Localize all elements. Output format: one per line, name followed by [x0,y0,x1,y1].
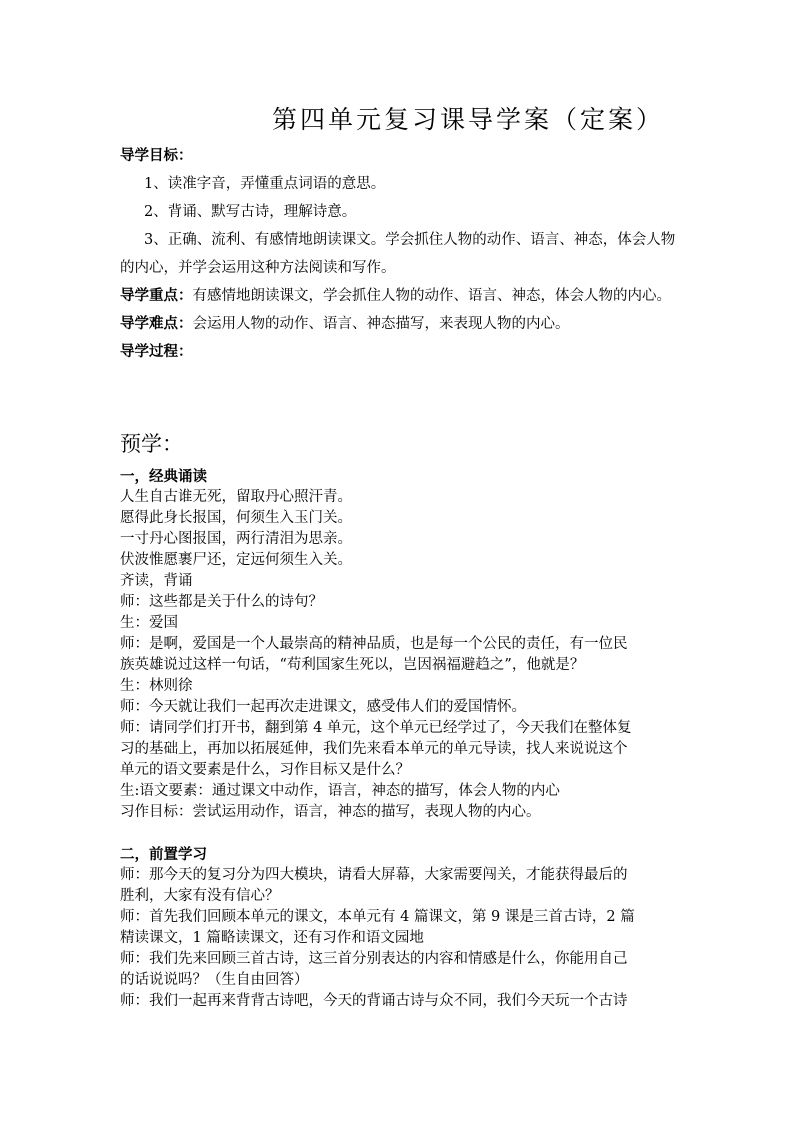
text-line: 师：我们先来回顾三首古诗，这三首分别表达的内容和情感是什么，你能用自己 [120,951,628,967]
key-point-text: 有感情地朗读课文，学会抓住人物的动作、语言、神态，体会人物的内心。 [192,288,671,304]
section-classic-recitation [120,466,680,1012]
text-line: 习的基础上，再加以拓展延伸，我们先来看本单元的单元导读，找人来说说这个 [120,741,628,757]
text-line: 生:语文要素：通过课文中动作，语言，神态的描写，体会人物的内心 [120,783,560,799]
text-line: 单元的语文要素是什么，习作目标又是什么？ [120,762,410,778]
text-line: 的话说说吗？（生自由回答） [120,972,309,988]
page-title: 第四单元复习课导学案（定案） [272,105,665,134]
section-heading: 二，前置学习 [120,846,207,863]
key-point-label: 导学重点： [120,287,193,304]
objective-item: 2、背诵、默写古诗，理解诗意。 [144,204,357,220]
key-point [120,282,680,310]
section-gap [120,823,680,844]
text-line: 生：爱国 [120,615,178,631]
text-line: 精读课文，1 篇略读课文，还有习作和语文园地 [120,930,424,946]
text-line: 愿得此身长报国，何须生入玉门关。 [120,510,352,526]
text-line: 师：首先我们回顾本单元的课文，本单元有 4 篇课文，第 9 课是三首古诗，2 篇 [120,909,635,925]
text-line: 胜利，大家有没有信心？ [120,888,280,904]
text-line: 习作目标：尝试运用动作，语言，神态的描写，表现人物的内心。 [120,804,541,820]
text-line: 师：是啊，爱国是一个人最崇高的精神品质，也是每一个公民的责任，有一位民 [120,636,628,652]
difficulty-label: 导学难点： [120,315,193,332]
objective-item: 1、读准字音，弄懂重点词语的意思。 [144,176,386,192]
text-line: 生：林则徐 [120,678,193,694]
section-heading: 一，经典诵读 [120,468,207,485]
text-line: 师：今天就让我们一起再次走进课文，感受伟人们的爱国情怀。 [120,699,526,715]
text-line: 一寸丹心图报国，两行清泪为思亲。 [120,531,352,547]
text-line: 师：我们一起再来背背古诗吧，今天的背诵古诗与众不同，我们今天玩一个古诗 [120,993,628,1009]
text-line: 族英雄说过这样一句话，“苟利国家生死以，岂因祸福避趋之”，他就是？ [120,657,585,673]
objectives-label: 导学目标： [120,147,193,164]
text-line: 人生自古谁无死，留取丹心照汗青。 [120,489,352,505]
text-line: 伏波惟愿裹尸还，定远何须生入关。 [120,552,352,568]
text-line: 师：请同学们打开书，翻到第 4 单元，这个单元已经学过了，今天我们在整体复 [120,720,632,736]
text-line: 师：这些都是关于什么的诗句？ [120,594,323,610]
text-line: 齐读，背诵 [120,573,193,589]
objectives-section [120,142,680,366]
section-lines [120,865,680,1012]
text-line: 师：那今天的复习分为四大模块，请看大屏幕，大家需要闯关，才能获得最后的 [120,867,628,883]
difficulty [120,310,680,338]
preview-heading: 预学： [120,432,183,456]
difficulty-text: 会运用人物的动作、语言、神态描写，来表现人物的内心。 [192,316,570,332]
section-lines [120,487,680,823]
process-label: 导学过程： [120,343,193,360]
objective-item: 3、正确、流利、有感情地朗读课文。学会抓住人物的动作、语言、神态，体会人物的内心，并学会运用这种方法阅读和写作。 [120,232,676,276]
